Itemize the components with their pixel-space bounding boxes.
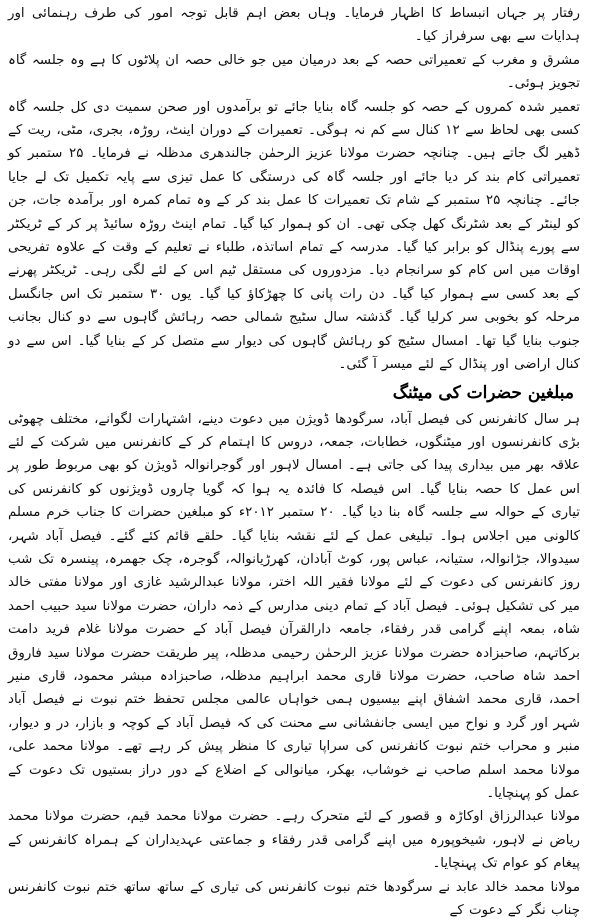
paragraph-sargodha: مولانا محمد خالد عابد نے سرگودھا ختم نبوت کانفرنس کی تیاری کے ساتھ ساتھ ختم نبوت کانفرنس چناب نگر کے دعوت کے (8, 879, 580, 919)
section-heading: مبلغین حضرات کی میٹنگ (392, 382, 574, 403)
paragraph-preachers-meeting: ہر سال کانفرنس کی فیصل آباد، سرگودھا ڈویژن میں دعوت دینے، اشتہارات لگوانے، مختلف چھوٹی بڑی کانفرنسوں اور میٹنگوں، خطابات، جمعہ، دروس کا اہتمام کر کے کانفرنس میں شرکت کے لئے علاقہ بھر میں بیداری پیدا کی جاتی ہے۔ امسال لاہور اور گوجرانوالہ ڈویژن کو بھی مربوط طور پر اس عمل کا حصہ بنایا گیا۔ اس فیصلہ کا فائدہ یہ ہوا کہ گویا چاروں ڈویژنوں کو کانفرنس کی تیاری کے حوالہ سے جلسہ گاہ بنا دیا گیا۔ ۲۰ ستمبر ۲۰۱۲ء کو مبلغین حضرات کا جناب خرم مسلم کالونی میں اجلاس ہوا۔ تبلیغی عمل کے لئے نقشہ بنایا گیا۔ حلقے قائم کئے گئے۔ فیصل آباد شہر، سیدوالا، جڑانوالہ، ستیانہ، عباس پور، کوٹ آبادان، کھرڑیانوالہ، گوجرہ، چک جھمرہ، پینسرہ تک شب روز کانفرنس کی دعوت کے لئے مولانا فقیر اللہ اختر، مولانا عبدالرشید غازی اور مولانا مفتی خالد میر کی تشکیل ہوئی۔ فیصل آباد کے تمام دینی مدارس کے ذمہ داران، حضرت مولانا سید حبیب احمد شاہ، بمعہ اپنے گرامی قدر رفقاء، جامعہ دارالقرآن فیصل آباد کے حضرت مولانا غلام فرید دامت برکاتہم، صاحبزادہ حضرت مولانا عزیز الرحمٰن رحیمی مدظلہ، پیر طریقت حضرت مولانا سید فاروق احمد شاہ صاحب، حضرت مولانا قاری محمد ابراہیم مدظلہ، صاحبزادہ مبشر محمود، قاری منیر احمد، قاری محمد اشفاق اپنے بیسیوں ہمی خواہاں عالمی مجلس تحفظ ختم نبوت نے فیصل آباد شہر اور گرد و نواح میں ایسی جانفشانی سے محنت کی کہ فیصل آباد کے کوچہ و بازار، در و دیوار، منبر و محراب ختم نبوت کانفرنس کی سراپا تیاری کا منظر پیش کر رہے تھے۔ مولانا محمد علی، مولانا محمد اسلم صاحب نے خوشاب، بھکر، میانوالی کے اضلاع کے دور دراز بستیوں تک دعوت کے عمل کو پہنچایا۔ (8, 411, 580, 801)
paragraph-opening: رفتار پر جہاں انبساط کا اظہار فرمایا۔ وہاں بعض اہم قابل توجہ امور کی طرف رہنمائی اور ہدایات سے بھی سرفراز کیا۔ (8, 6, 580, 45)
paragraph-construction: تعمیر شدہ کمروں کے حصہ کو جلسہ گاہ بنایا جائے تو برآمدوں اور صحن سمیت دی کل جلسہ گاہ کسی بھی لحاظ سے ۱۲ کنال سے کم نہ ہوگی۔ تعمیرات کے دوران اینٹ، روڑہ، بجری، مٹی، ریت کے ڈھیر لگ جاتے ہیں۔ چنانچہ حضرت مولانا عزیز الرحمٰن جالندھری مدظلہ نے فرمایا۔ ۲۵ ستمبر کو تعمیراتی کام بند کر دیا جائے اور جلسہ گاہ کی درستگی کا عمل تیزی سے پایہ تکمیل تک لے جایا جائے۔ چنانچہ ۲۵ ستمبر کے شام تک تعمیرات کا عمل بند کر کے وہ تمام کمرہ اور برآمدہ جات، جن کو لینٹر کے بعد شٹرنگ کھل چکی تھی۔ ان کو ہموار کیا گیا۔ تمام اینٹ روڑہ سائیڈ پر کر کے ٹریکٹر سے پورے پنڈال کو برابر کیا گیا۔ مدرسہ کے تمام اساتذہ، طلباء نے تعلیم کے وقت کے علاوہ تفریحی اوقات میں اس کام کو سرانجام دیا۔ مزدوروں کی مستقل ٹیم اس کے لئے لگی رہی۔ ٹریکٹر پھرنے کے بعد کسی سے ہموار کیا گیا۔ دن رات پانی کا چھڑکاؤ کیا گیا۔ یوں ۳۰ ستمبر تک اس جانگسل مرحلہ کو بخوبی سر کرلیا گیا۔ گذشتہ سال سٹیج شمالی حصہ رہائش گاہوں سے دو کنال بجانب جنوب بنایا گیا تھا۔ امسال سٹیج کو رہائش گاہوں کی دیوار سے متصل کر کے بنایا گیا۔ اس سے دو کنال اراضی اور پنڈال کے لئے میسر آ گئی۔ (8, 99, 581, 373)
paragraph-okara-kasur: مولانا عبدالرزاق اوکاڑہ و قصور کے لئے متحرک رہے۔ حضرت مولانا محمد قیم، حضرت مولانا محمد ریاض نے لاہور، شیخوپورہ میں اپنے گرامی قدر رفقاء و جماعتی عہدیداران کے ہمراہ کانفرنس کے پیغام کو عوام تک پہنچایا۔ (8, 809, 580, 872)
paragraph-venue-proposal: مشرق و مغرب کے تعمیراتی حصہ کے بعد درمیان میں جو خالی حصہ ان پلاٹوں کا ہے وہ جلسہ گاہ تجویز ہوئی۔ (8, 52, 580, 92)
